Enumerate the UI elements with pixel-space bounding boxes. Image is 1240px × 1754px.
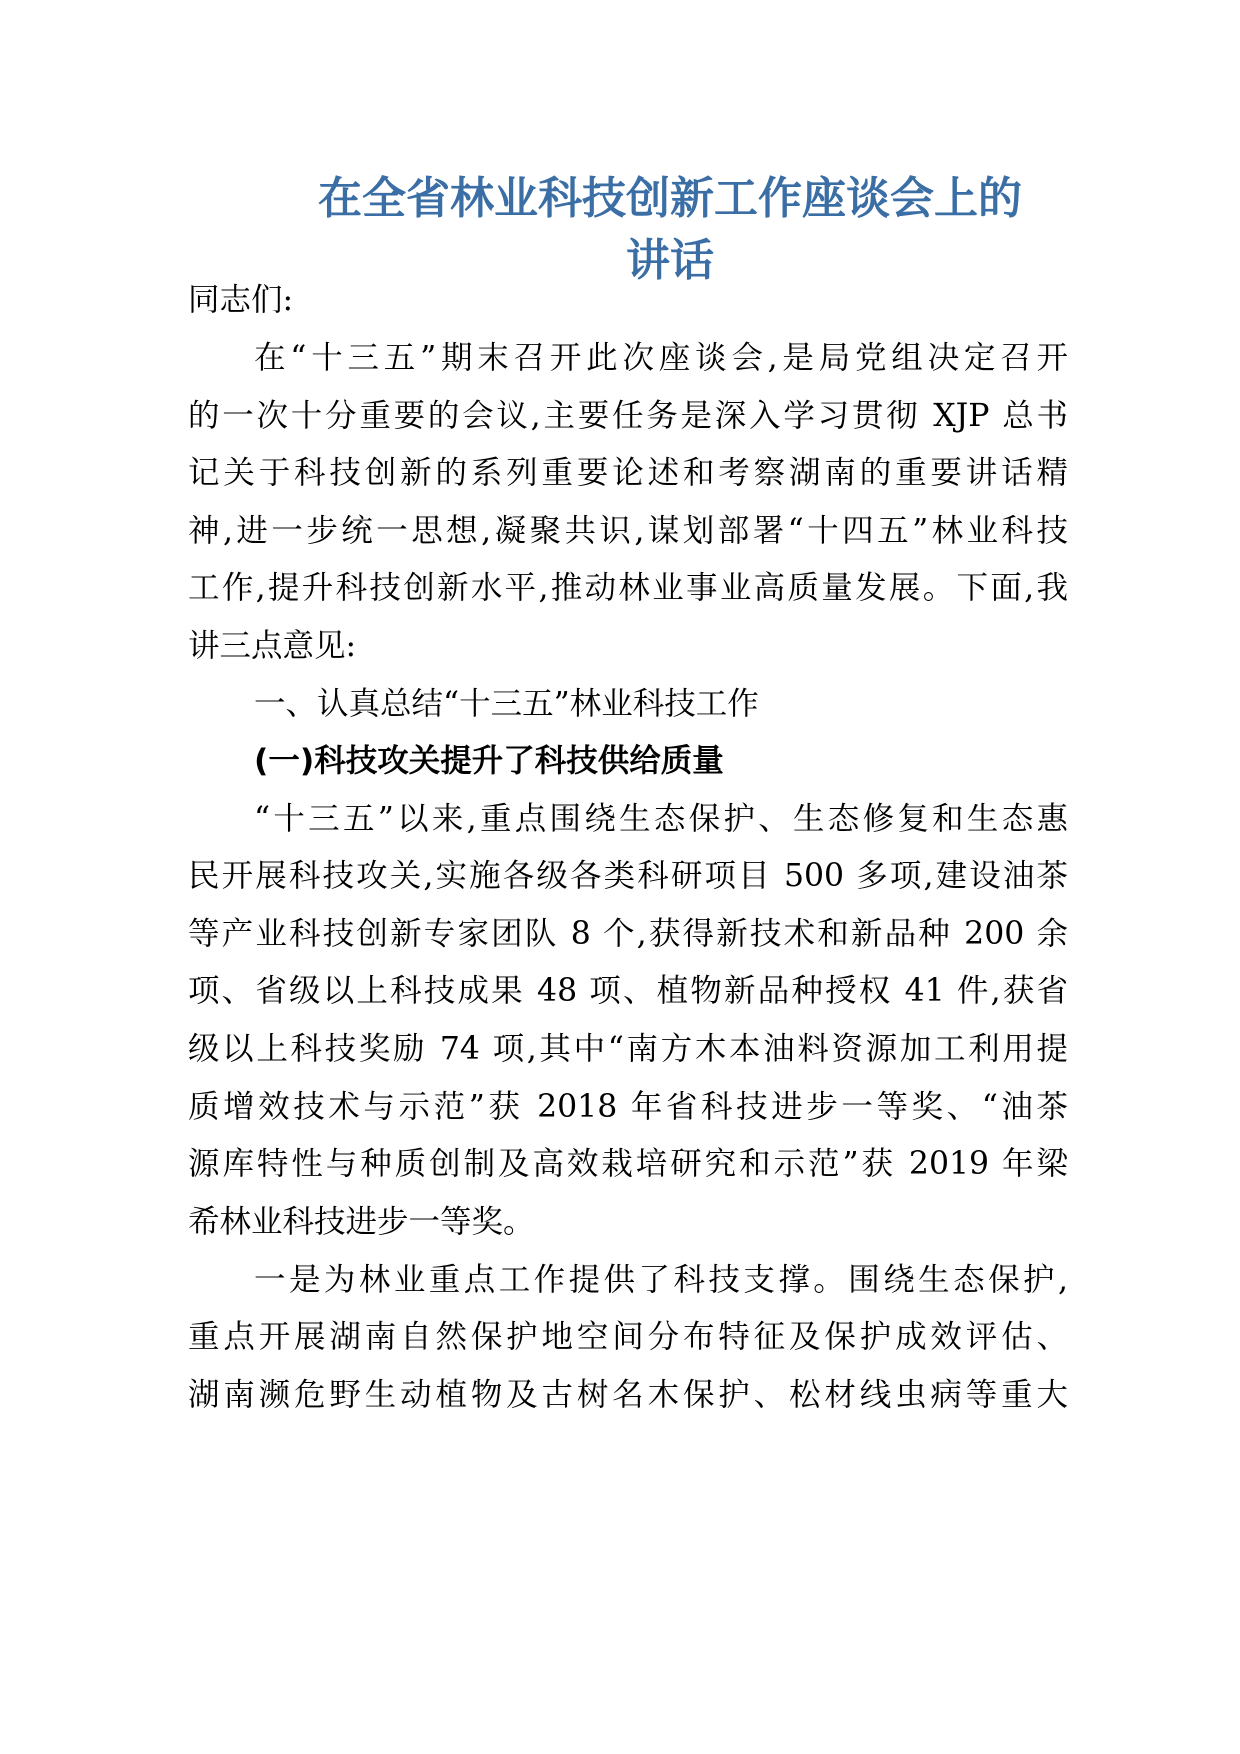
salutation: 同志们:: [188, 282, 294, 318]
section-heading: 一、认真总结“十三五”林业科技工作: [254, 686, 759, 722]
paragraph-line: 等产业科技创新专家团队 8 个,获得新技术和新品种 200 余: [188, 916, 1068, 952]
paragraph-line: 质增效技术与示范”获 2018 年省科技进步一等奖、“油茶: [188, 1089, 1068, 1125]
paragraph-line: “十三五”以来,重点围绕生态保护、生态修复和生态惠: [254, 801, 1068, 837]
subsection-heading: (一)科技攻关提升了科技供给质量: [254, 743, 724, 779]
document-title-line-1: 在全省林业科技创新工作座谈会上的: [318, 173, 1022, 224]
document-title-line-2: 讲话: [626, 235, 714, 286]
paragraph-line: 记关于科技创新的系列重要论述和考察湖南的重要讲话精: [188, 455, 1068, 491]
paragraph-line: 在“十三五”期末召开此次座谈会,是局党组决定召开: [254, 340, 1068, 376]
paragraph-line: 讲三点意见:: [188, 628, 357, 664]
paragraph-line: 重点开展湖南自然保护地空间分布特征及保护成效评估、: [188, 1319, 1068, 1355]
paragraph-line: 湖南濒危野生动植物及古树名木保护、松材线虫病等重大: [188, 1377, 1068, 1413]
paragraph-line: 工作,提升科技创新水平,推动林业事业高质量发展。下面,我: [188, 570, 1068, 606]
paragraph-line: 源库特性与种质创制及高效栽培研究和示范”获 2019 年梁: [188, 1146, 1068, 1182]
paragraph-line: 一是为林业重点工作提供了科技支撑。围绕生态保护,: [254, 1262, 1068, 1298]
paragraph-line: 神,进一步统一思想,凝聚共识,谋划部署“十四五”林业科技: [188, 513, 1068, 549]
paragraph-line: 民开展科技攻关,实施各级各类科研项目 500 多项,建设油茶: [188, 858, 1068, 894]
paragraph-line: 希林业科技进步一等奖。: [188, 1204, 535, 1240]
paragraph-line: 项、省级以上科技成果 48 项、植物新品种授权 41 件,获省: [188, 973, 1068, 1009]
paragraph-line: 的一次十分重要的会议,主要任务是深入学习贯彻 XJP 总书: [188, 398, 1068, 434]
paragraph-line: 级以上科技奖励 74 项,其中“南方木本油料资源加工利用提: [188, 1031, 1068, 1067]
